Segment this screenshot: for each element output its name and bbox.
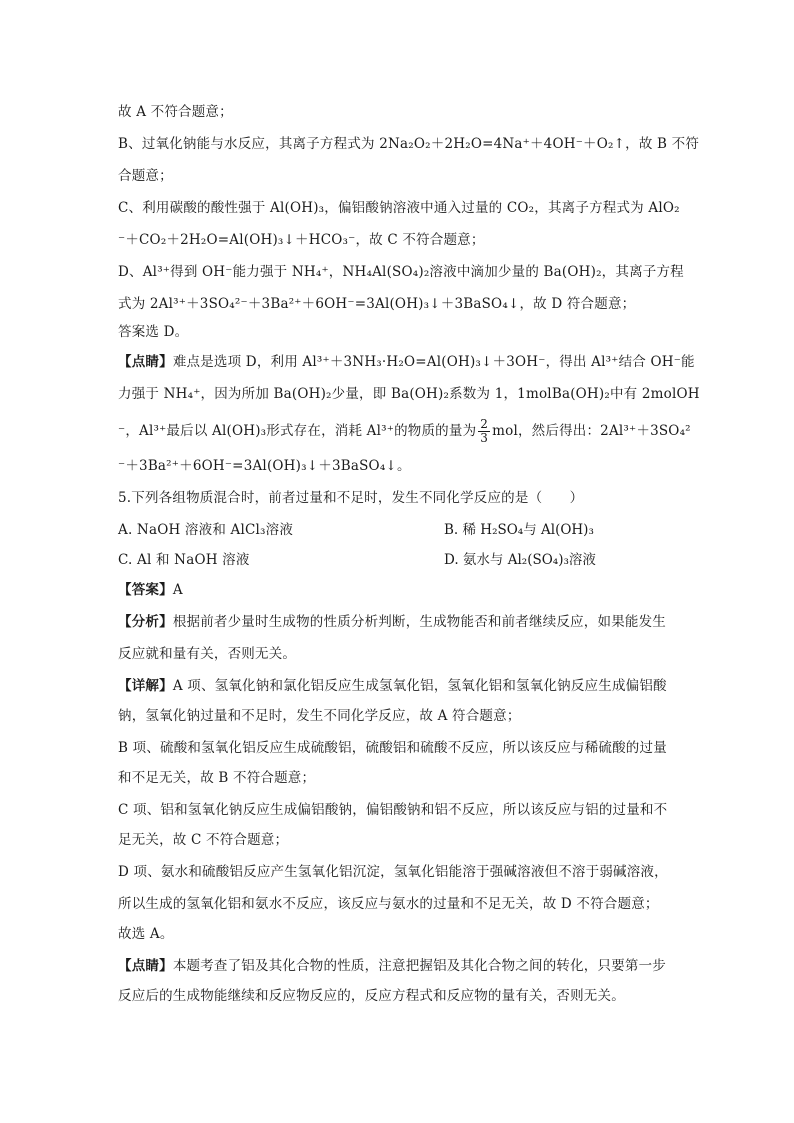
text-line: 答案选 D。 <box>118 324 189 340</box>
text-line: D、Al³⁺得到 OH⁻能力强于 NH₄⁺，NH₄Al(SO₄)₂溶液中滴加少量的 Ba(OH)₂，其离子方程 <box>118 264 684 280</box>
tip-line <box>118 352 695 372</box>
option-b: B. 稀 H₂SO₄与 Al(OH)₃ <box>444 522 594 538</box>
analysis-line <box>118 612 678 632</box>
tip-text: ⁻，Al³⁺最后以 Al(OH)₃形式存在，消耗 Al³⁺的物质的量为 <box>118 423 477 439</box>
tip-line: 力强于 NH₄⁺，因为所加 Ba(OH)₂少量，即 Ba(OH)₂系数为 1，1molBa(OH)₂中有 2molOH <box>118 386 700 402</box>
text-line: ⁻＋CO₂＋2H₂O=Al(OH)₃↓＋HCO₃⁻，故 C 不符合题意； <box>118 232 485 248</box>
option-c: C. Al 和 NaOH 溶液 <box>118 552 250 568</box>
detail-line: 故选 A。 <box>118 926 174 942</box>
question-stem: 5.下列各组物质混合时，前者过量和不足时，发生不同化学反应的是（ ） <box>118 490 584 506</box>
tip-tag: 【点睛】 <box>118 958 173 974</box>
detail-tag: 【详解】 <box>118 678 173 694</box>
text-line: 式为 2Al³⁺＋3SO₄²⁻＋3Ba²⁺＋6OH⁻=3Al(OH)₃↓＋3BaSO₄↓，故 D 符合题意； <box>118 296 636 312</box>
tip-text: 难点是选项 D，利用 Al³⁺＋3NH₃·H₂O=Al(OH)₃↓＋3OH⁻，得出 Al³⁺结合 OH⁻能 <box>172 354 695 370</box>
answer-line <box>118 580 678 600</box>
answer-value: A <box>172 582 183 598</box>
tip-text: 本题考查了铝及其化合物的性质，注意把握铝及其化合物之间的转化，只要第一步 <box>172 958 667 974</box>
detail-line: 钠，氢氧化钠过量和不足时，发生不同化学反应，故 A 符合题意； <box>118 708 521 724</box>
analysis-line: 反应就和量有关，否则无关。 <box>118 646 297 662</box>
detail-text: A 项、氢氧化钠和氯化铝反应生成氢氧化铝，氢氧化铝和氢氧化钠反应生成偏铝酸 <box>172 678 667 694</box>
detail-line <box>118 676 678 696</box>
tip-line: 反应后的生成物能继续和反应物反应的，反应方程式和反应物的量有关，否则无关。 <box>118 988 625 1004</box>
text-line: 合题意； <box>118 168 173 184</box>
option-d: D. 氨水与 Al₂(SO₄)₃溶液 <box>444 552 596 568</box>
analysis-tag: 【分析】 <box>118 614 173 630</box>
fraction <box>478 418 490 445</box>
tip-text: mol，然后得出：2Al³⁺＋3SO₄² <box>492 423 691 439</box>
option-a: A. NaOH 溶液和 AlCl₃溶液 <box>118 522 294 538</box>
detail-line: 足无关，故 C 不符合题意； <box>118 832 289 848</box>
text-line: C、利用碳酸的酸性强于 Al(OH)₃，偏铝酸钠溶液中通入过量的 CO₂，其离子方程式为 AlO₂ <box>118 200 680 216</box>
text-line: 故 A 不符合题意； <box>118 104 233 120</box>
answer-tag: 【答案】 <box>118 582 173 598</box>
fraction-numerator: 2 <box>480 417 489 431</box>
detail-line: C 项、铝和氢氧化钠反应生成偏铝酸钠，偏铝酸钠和铝不反应，所以该反应与铝的过量和不 <box>118 802 668 818</box>
tip-line <box>118 956 678 976</box>
tip-line: ⁻＋3Ba²⁺＋6OH⁻=3Al(OH)₃↓＋3BaSO₄↓。 <box>118 458 411 474</box>
detail-line: 所以生成的氢氧化铝和氨水不反应，该反应与氨水的过量和不足无关，故 D 不符合题意； <box>118 896 659 912</box>
analysis-text: 根据前者少量时生成物的性质分析判断，生成物能否和前者继续反应，如果能发生 <box>172 614 667 630</box>
text-line: B、过氧化钠能与水反应，其离子方程式为 2Na₂O₂＋2H₂O=4Na⁺＋4OH⁻＋O₂↑，故 B 不符 <box>118 136 700 152</box>
tip-line-with-fraction <box>118 417 691 445</box>
tip-tag: 【点睛】 <box>118 354 173 370</box>
fraction-denominator: 3 <box>480 431 489 445</box>
detail-line: 和不足无关，故 B 不符合题意； <box>118 770 316 786</box>
detail-line: B 项、硫酸和氢氧化铝反应生成硫酸铝，硫酸铝和硫酸不反应，所以该反应与稀硫酸的过量 <box>118 740 667 756</box>
detail-line: D 项、氨水和硫酸铝反应产生氢氧化铝沉淀，氢氧化铝能溶于强碱溶液但不溶于弱碱溶液， <box>118 864 668 880</box>
